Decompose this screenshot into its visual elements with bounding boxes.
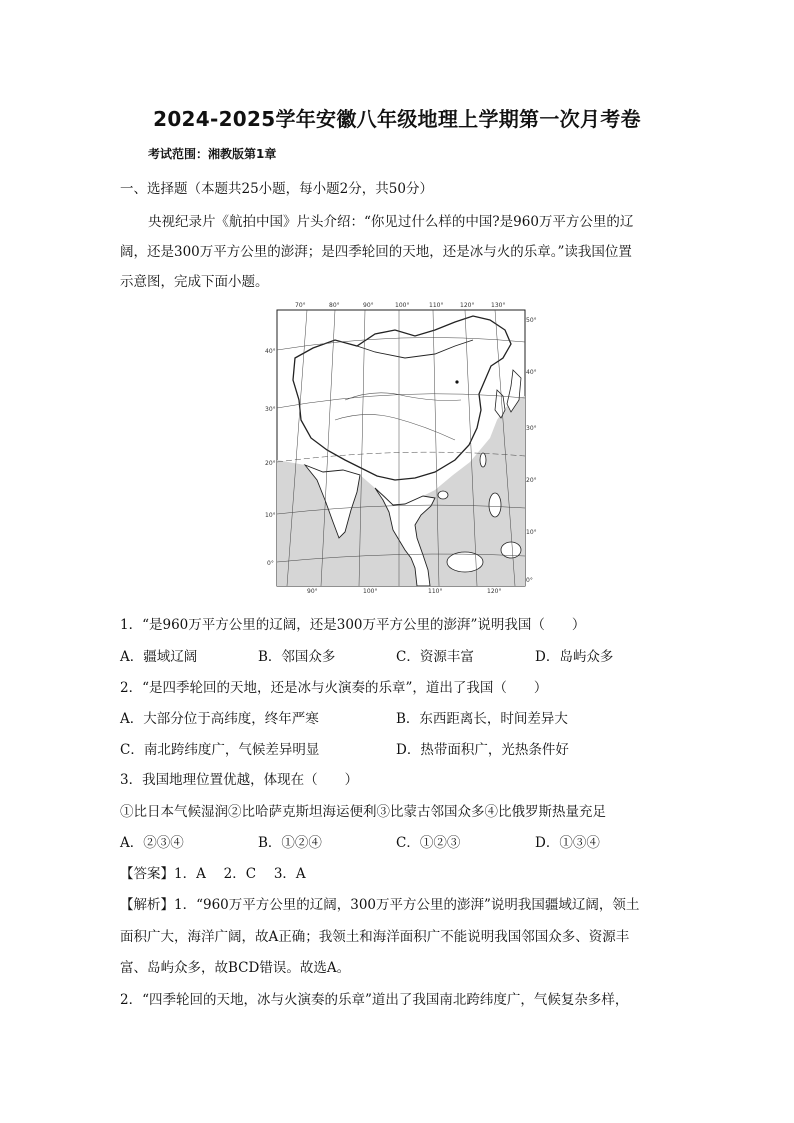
lat-label: 30° — [526, 425, 537, 432]
page-title: 2024-2025学年安徽八年级地理上学期第一次月考卷 — [153, 107, 641, 131]
q1-option-a: A．疆域辽阔 — [120, 649, 198, 665]
analysis-line-1: 【解析】1．“960万平方公里的辽阔，300万平方公里的澎湃”说明我国疆域辽阔，领土 — [120, 897, 640, 913]
lat-label: 40° — [526, 369, 537, 376]
lon-label: 110° — [428, 588, 443, 594]
lat-label: 0° — [267, 560, 274, 567]
lon-label: 120° — [487, 588, 502, 594]
china-location-map — [265, 300, 537, 594]
exam-scope: 考试范围：湘教版第1章 — [148, 147, 277, 161]
q2-option-c: C．南北跨纬度广，气候差异明显 — [120, 742, 320, 758]
lat-label: 30° — [265, 406, 276, 413]
question-3-stem: 3．我国地理位置优越，体现在（ ） — [120, 772, 359, 788]
analysis-line-2: 面积广大，海洋广阔，故A正确；我领土和海洋面积广不能说明我国邻国众多、资源丰 — [120, 929, 630, 945]
q3-option-c: C．①②③ — [396, 835, 461, 851]
lon-label: 70° — [295, 302, 306, 309]
lat-label: 20° — [526, 477, 537, 484]
q1-option-b: B．邻国众多 — [258, 649, 336, 665]
analysis-line-3: 富、岛屿众多，故BCD错误。故选A。 — [120, 960, 351, 976]
lat-label: 10° — [265, 512, 276, 519]
lon-label: 110° — [429, 302, 444, 309]
lon-label: 130° — [491, 302, 506, 309]
intro-line-2: 阔，还是300万平方公里的澎湃；是四季轮回的天地，还是冰与火的乐章。”读我国位置 — [120, 244, 632, 260]
analysis-line-4: 2．“四季轮回的天地，冰与火演奏的乐章”道出了我国南北跨纬度广，气候复杂多样， — [120, 992, 629, 1008]
lat-label: 50° — [526, 317, 537, 324]
q2-option-a: A．大部分位于高纬度，终年严寒 — [120, 711, 319, 727]
lat-label: 10° — [526, 529, 537, 536]
answer-line: 【答案】1．A 2．C 3．A — [120, 866, 306, 882]
intro-line-1: 央视纪录片《航拍中国》片头介绍：“你见过什么样的中国?是960万平方公里的辽 — [148, 214, 634, 230]
q3-option-d: D．①③④ — [535, 835, 600, 851]
lat-label: 20° — [265, 460, 276, 467]
section-heading: 一、选择题（本题共25小题，每小题2分，共50分） — [120, 181, 433, 197]
q2-option-d: D．热带面积广，光热条件好 — [396, 742, 569, 758]
lat-label: 40° — [265, 348, 276, 355]
question-1-stem: 1．“是960万平方公里的辽阔，还是300万平方公里的澎湃”说明我国（ ） — [120, 617, 586, 633]
q1-option-d: D．岛屿众多 — [535, 649, 614, 665]
lon-label: 120° — [460, 302, 475, 309]
lat-label: 0° — [526, 577, 533, 584]
q3-option-b: B．①②④ — [258, 835, 322, 851]
q1-option-c: C．资源丰富 — [396, 649, 474, 665]
question-2-stem: 2．“是四季轮回的天地，还是冰与火演奏的乐章”，道出了我国（ ） — [120, 680, 548, 696]
lon-label: 100° — [363, 588, 378, 594]
question-3-statements: ①比日本气候湿润②比哈萨克斯坦海运便利③比蒙古邻国众多④比俄罗斯热量充足 — [120, 804, 606, 820]
q2-option-b: B．东西距离长，时间差异大 — [396, 711, 568, 727]
lon-label: 90° — [307, 588, 318, 594]
lon-label: 90° — [363, 302, 374, 309]
q3-option-a: A．②③④ — [120, 835, 184, 851]
lon-label: 100° — [395, 302, 410, 309]
lon-label: 80° — [329, 302, 340, 309]
intro-line-3: 示意图，完成下面小题。 — [120, 274, 269, 290]
